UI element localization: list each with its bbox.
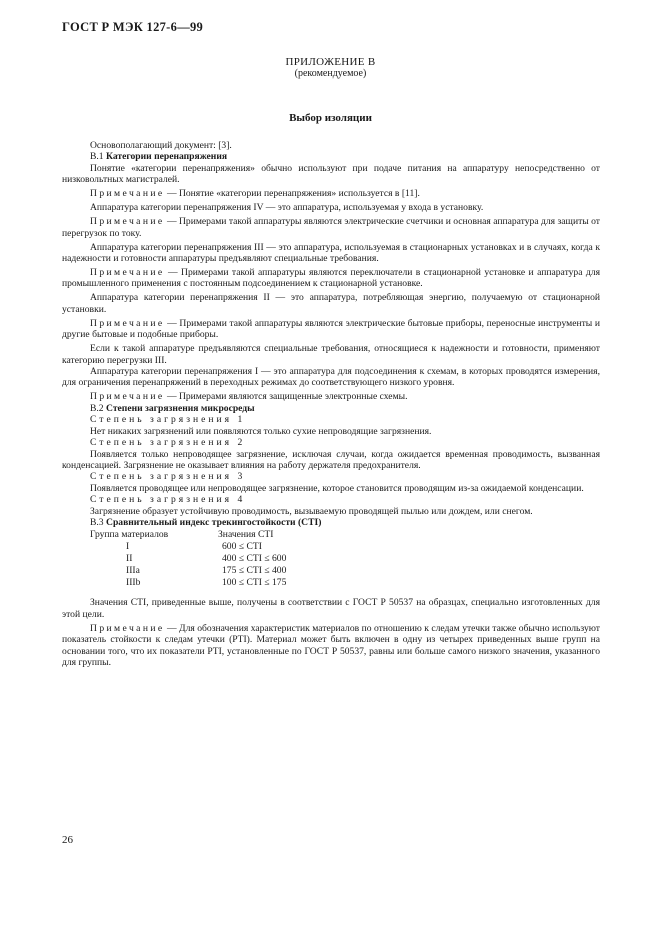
note-text: — Примерами такой аппаратуры являются электрические счетчики и основная аппаратура для защиты от перегрузок по току. — [62, 216, 600, 239]
note-text: — Примерами такой аппаратуры являются переключатели в стационарной установке и аппаратура для промышленного применения с постоянным подсоединением к стационарной установке. — [62, 267, 600, 290]
document-header: ГОСТ Р МЭК 127-6—99 — [62, 20, 204, 34]
note-label: Примечание — [90, 188, 165, 200]
note — [62, 267, 600, 290]
note — [62, 391, 600, 402]
paragraph: Значения CTI, приведенные выше, получены в соответствии с ГОСТ Р 50537 на образцах, специально изготовленных для этой цели. — [62, 597, 600, 620]
note — [62, 188, 600, 199]
cti-table-value-cell: 175 ≤ CTI ≤ 400 — [222, 565, 287, 577]
note-label: Примечание — [90, 267, 165, 279]
paragraph: Если к такой аппаратуре предъявляются специальные требования, относящиеся к надежности и готовности, применяют категорию перегрузки III. — [62, 343, 600, 366]
cti-table-value-cell: 600 ≤ CTI — [222, 541, 262, 553]
heading-b1-number: В.1 — [90, 151, 104, 163]
pollution-degree-4-text: Загрязнение образует устойчивую проводимость, вызываемую проводящей пылью или дождем, или снегом. — [90, 505, 533, 517]
cti-table — [62, 529, 600, 589]
heading-b3-title: Сравнительный индекс трекингостойкости (CTI) — [106, 516, 322, 528]
cti-table-group-cell: IIIb — [126, 577, 141, 589]
cti-table-value-cell: 400 ≤ CTI ≤ 600 — [222, 553, 287, 565]
note-label: Примечание — [90, 216, 165, 228]
paragraph: Аппаратура категории перенапряжения III — это аппаратура, используемая в стационарных установках и в случаях, когда к надежности и готовности аппаратуры предъявляют специальные требования. — [62, 241, 600, 265]
pollution-degree-3-text: Появляется проводящее или непроводящее загрязнение, которое становится проводящим из-за ожидаемой конденсации. — [90, 482, 584, 494]
note-label: Примечание — [90, 391, 165, 403]
section-title: Выбор изоляции — [289, 112, 372, 124]
annex-title: ПРИЛОЖЕНИЕ В — [285, 56, 376, 68]
annex-subtitle: (рекомендуемое) — [294, 68, 367, 79]
cti-table-group-cell: II — [126, 553, 133, 565]
note-label: Примечание — [90, 622, 165, 634]
note-text: — Примерами такой аппаратуры являются электрические бытовые приборы, переносные инструменты и другие бытовые и подобные приборы. — [62, 317, 600, 341]
pollution-degree-1-text: Нет никаких загрязнений или появляются только сухие непроводящие загрязнения. — [90, 425, 432, 437]
note — [62, 623, 600, 669]
pollution-degree-1-label: Степень загрязнения 1 — [90, 414, 246, 426]
paragraph: Аппаратура категории перенапряжения I — это аппаратура для подсоединения к схемам, в которых проводятся измерения, для ограничения перенапряжений в переходных режимах до соответствующего низкого уровня. — [62, 366, 600, 389]
cti-table-group-cell: I — [126, 541, 130, 553]
note — [62, 216, 600, 239]
paragraph: Аппаратура категории перенапряжения II — это аппаратура, потребляющая энергию, получаемую от стационарной установки. — [62, 292, 600, 315]
cti-table-header-value: Значения CTI — [218, 529, 274, 541]
note-text: — Для обозначения характеристик материалов по отношению к следам утечки также обычно используют показатель стойкости к следам утечки (PTI). Материал может быть включен в одну из четырех приведенных выше групп на основании того, что их показатели PTI, установленные по ГОСТ Р 50537, равны или больше самого низкого значения, указанного для группы. — [62, 622, 600, 668]
note-label: Примечание — [90, 317, 165, 329]
paragraph: Понятие «категории перенапряжения» обычно используют при подаче питания на аппаратуру непосредственно от низковольтных магистралей. — [62, 162, 600, 186]
cti-table-group-cell: IIIa — [126, 565, 140, 577]
note-text: — Понятие «категории перенапряжения» используется в [11]. — [164, 188, 420, 200]
note — [62, 318, 600, 341]
heading-b2-number: В.2 — [90, 402, 104, 414]
note-text: — Примерами являются защищенные электронные схемы. — [164, 391, 408, 403]
pollution-degree-2-text: Появляется только непроводящее загрязнение, исключая случаи, когда ожидается временная проводимость, вызванная конденсацией. Загрязнение не оказывает влияния на работу держателя предохранителя. — [62, 448, 600, 471]
pollution-degree-4-label: Степень загрязнения 4 — [90, 494, 246, 506]
heading-b2 — [62, 403, 600, 414]
cti-table-value-cell: 100 ≤ CTI ≤ 175 — [222, 577, 287, 589]
basis-paragraph: Основополагающий документ: [3]. — [90, 140, 232, 151]
pollution-degree-2-label: Степень загрязнения 2 — [90, 437, 246, 449]
heading-b2-title: Степени загрязнения микросреды — [106, 402, 255, 414]
document-body — [62, 140, 600, 671]
cti-table-header-group: Группа материалов — [90, 529, 169, 541]
heading-b3 — [62, 517, 600, 528]
heading-b1-title: Категории перенапряжения — [106, 151, 228, 163]
page-number: 26 — [62, 834, 73, 846]
heading-b1 — [62, 151, 600, 162]
pollution-degree-3-label: Степень загрязнения 3 — [90, 471, 246, 483]
paragraph: Аппаратура категории перенапряжения IV — это аппаратура, используемая у входа в установку. — [90, 202, 484, 214]
heading-b3-number: В.3 — [90, 516, 104, 528]
